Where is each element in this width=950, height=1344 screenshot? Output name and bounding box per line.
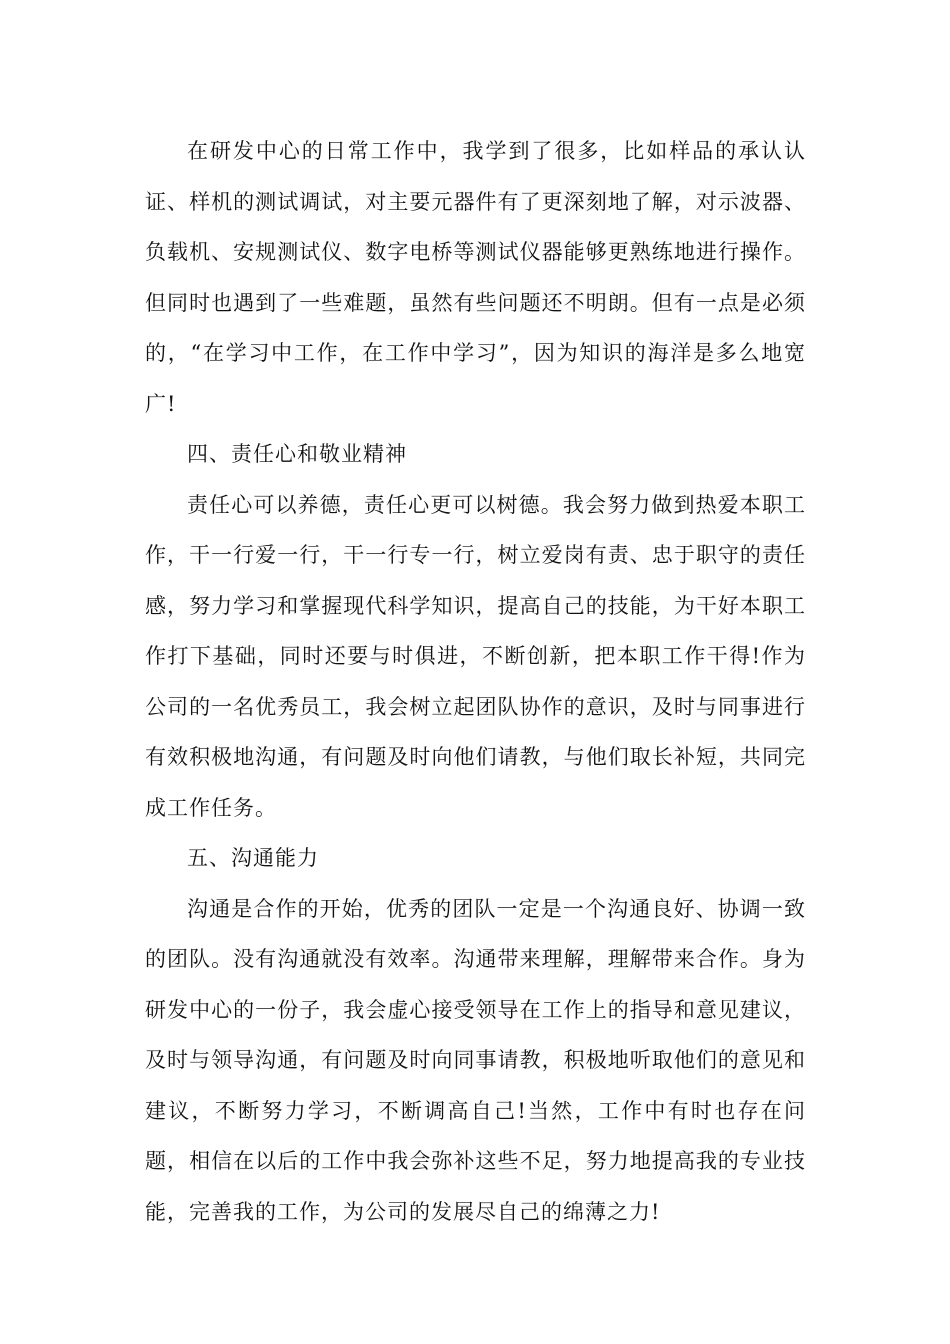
document-body <box>145 126 806 1237</box>
section-heading-responsibility: 四、责任心和敬业精神 <box>187 442 407 466</box>
paragraph-learning: 在研发中心的日常工作中，我学到了很多，比如样品的承认认证、样机的测试调试，对主要元器件有了更深刻地了解，对示波器、负载机、安规测试仪、数字电桥等测试仪器能够更熟练地进行操作。但同时也遇到了一些难题，虽然有些问题还不明朗。但有一点是必须的，“在学习中工作，在工作中学习”，因为知识的海洋是多么地宽广! <box>145 139 806 416</box>
paragraph-communication: 沟通是合作的开始，优秀的团队一定是一个沟通良好、协调一致的团队。没有沟通就没有效率。沟通带来理解，理解带来合作。身为研发中心的一份子，我会虚心接受领导在工作上的指导和意见建议，及时与领导沟通，有问题及时向同事请教，积极地听取他们的意见和建议，不断努力学习，不断调高自己!当然，工作中有时也存在问题，相信在以后的工作中我会弥补这些不足，努力地提高我的专业技能，完善我的工作，为公司的发展尽自己的绵薄之力! <box>145 896 806 1224</box>
section-heading-communication: 五、沟通能力 <box>187 846 319 870</box>
paragraph-responsibility: 责任心可以养德，责任心更可以树德。我会努力做到热爱本职工作，干一行爱一行，干一行专一行，树立爱岗有责、忠于职守的责任感，努力学习和掌握现代科学知识，提高自己的技能，为干好本职工作打下基础，同时还要与时俱进，不断创新，把本职工作干得!作为公司的一名优秀员工，我会树立起团队协作的意识，及时与同事进行有效积极地沟通，有问题及时向他们请教，与他们取长补短，共同完成工作任务。 <box>145 492 806 820</box>
